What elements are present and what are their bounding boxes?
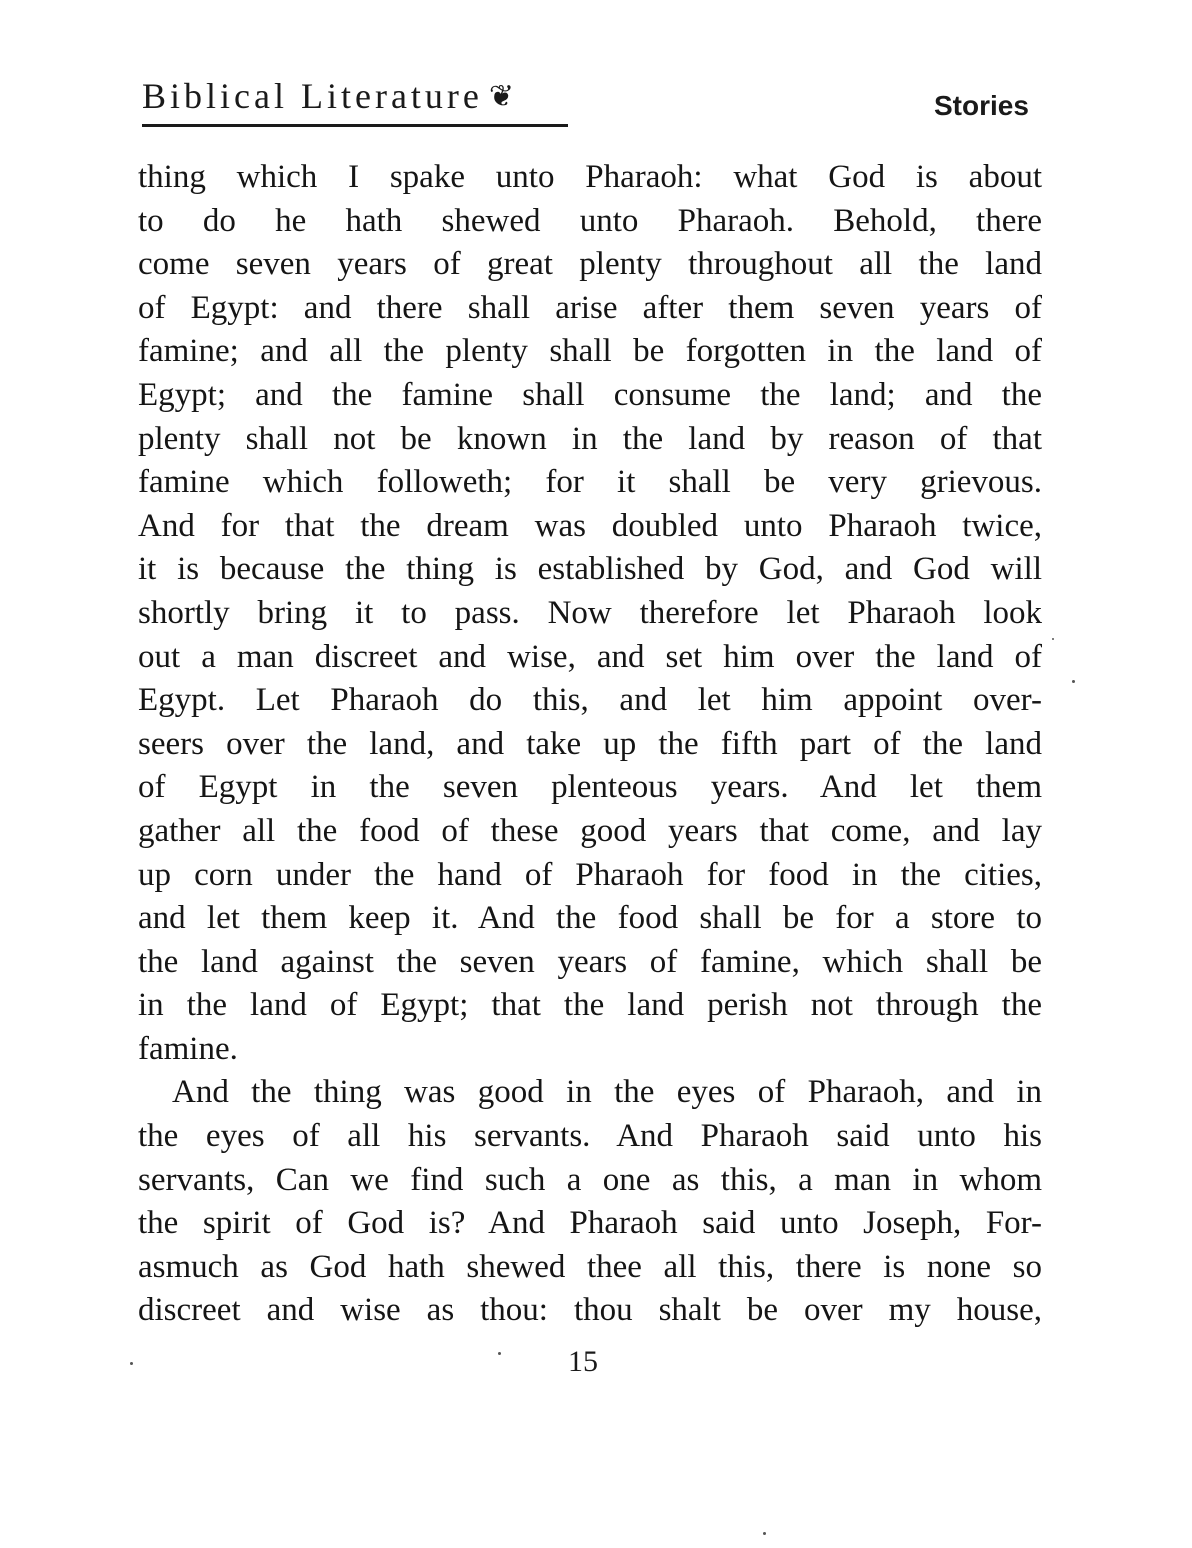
text-line: up corn under the hand of Pharaoh for food in the cities, [138, 856, 1042, 893]
book-title: Biblical Literature [142, 76, 483, 116]
running-head-right: Stories [934, 90, 1029, 121]
text-line: to do he hath shewed unto Pharaoh. Behold, there [138, 202, 1042, 239]
scan-speck [1072, 680, 1075, 683]
scan-speck [1052, 638, 1054, 640]
text-line: thing which I spake unto Pharaoh: what God is about [138, 159, 1042, 195]
text-line: Egypt; and the famine shall consume the land; and the [138, 376, 1042, 413]
text-line: and let them keep it. And the food shall be for a store to [138, 900, 1042, 937]
text-line: out a man discreet and wise, and set him over the land of [138, 638, 1042, 675]
text-line: of Egypt: and there shall arise after them seven years of [138, 289, 1042, 326]
text-line: seers over the land, and take up the fifth part of the land [138, 725, 1042, 762]
text-line: famine. [138, 1030, 238, 1067]
scan-speck [130, 1362, 133, 1365]
body-text [138, 156, 1042, 1333]
paragraph-1 [138, 156, 1042, 1071]
text-line: plenty shall not be known in the land by reason of that [138, 420, 1042, 457]
text-line: servants, Can we find such a one as this, a man in whom [138, 1161, 1042, 1198]
text-line: the eyes of all his servants. And Pharaoh said unto his [138, 1118, 1042, 1155]
header-rule [142, 124, 568, 127]
scan-speck [763, 1532, 766, 1535]
text-line: gather all the food of these good years that come, and lay [138, 812, 1042, 849]
text-line: come seven years of great plenty throughout all the land [138, 246, 1042, 283]
running-head-left [142, 74, 514, 119]
text-line: it is because the thing is established by God, and God will [138, 551, 1042, 588]
text-line: famine; and all the plenty shall be forgotten in the land of [138, 333, 1042, 370]
scan-speck [498, 1352, 501, 1355]
text-line: asmuch as God hath shewed thee all this, there is none so [138, 1248, 1042, 1285]
text-line: And the thing was good in the eyes of Pharaoh, and in [172, 1074, 1042, 1111]
text-line: the spirit of God is? And Pharaoh said unto Joseph, For- [138, 1205, 1042, 1242]
text-line: famine which followeth; for it shall be very grievous. [138, 464, 1042, 501]
page-number: 15 [568, 1345, 598, 1378]
text-line: And for that the dream was doubled unto Pharaoh twice, [138, 507, 1042, 544]
paragraph-2 [138, 1071, 1042, 1333]
fleuron-ornament-icon: ❦ [488, 80, 515, 113]
text-line: of Egypt in the seven plenteous years. And let them [138, 769, 1042, 806]
text-line: in the land of Egypt; that the land perish not through the [138, 987, 1042, 1024]
text-line: discreet and wise as thou: thou shalt be over my house, [138, 1292, 1042, 1329]
text-line: the land against the seven years of famine, which shall be [138, 943, 1042, 980]
text-line: Egypt. Let Pharaoh do this, and let him appoint over- [138, 682, 1042, 719]
text-line: shortly bring it to pass. Now therefore let Pharaoh look [138, 594, 1042, 631]
